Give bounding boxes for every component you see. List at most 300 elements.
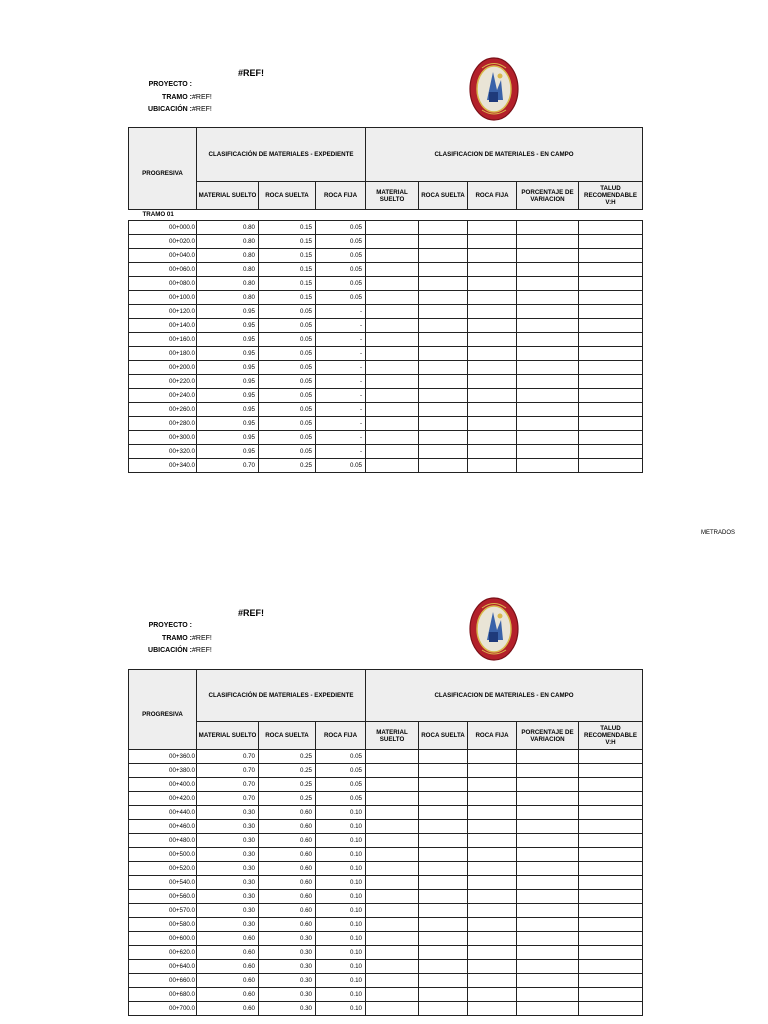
- empty-cell: [468, 249, 517, 263]
- roca-suelta-cell: 0.25: [259, 778, 316, 792]
- empty-cell: [366, 263, 419, 277]
- roca-fija-cell: 0.05: [316, 263, 366, 277]
- roca-suelta-cell: 0.15: [259, 249, 316, 263]
- empty-cell: [366, 291, 419, 305]
- progresiva-cell: 00+040.0: [129, 249, 197, 263]
- empty-cell: [517, 792, 579, 806]
- empty-cell: [517, 918, 579, 932]
- material-suelto-cell: 0.30: [197, 848, 259, 862]
- table-row: [129, 792, 643, 806]
- table-row: [129, 235, 643, 249]
- col-roca-fija: ROCA FIJA: [316, 182, 366, 210]
- empty-cell: [517, 277, 579, 291]
- material-suelto-cell: 0.60: [197, 960, 259, 974]
- ubicacion-value: #REF!: [192, 106, 212, 113]
- empty-cell: [366, 235, 419, 249]
- proyecto-label: PROYECTO :: [148, 81, 192, 88]
- empty-cell: [419, 431, 468, 445]
- empty-cell: [366, 375, 419, 389]
- table-row: [129, 347, 643, 361]
- empty-cell: [419, 946, 468, 960]
- empty-cell: [517, 333, 579, 347]
- progresiva-cell: 00+000.0: [129, 221, 197, 235]
- table-row: [129, 974, 643, 988]
- progresiva-cell: 00+060.0: [129, 263, 197, 277]
- roca-suelta-cell: 0.60: [259, 904, 316, 918]
- empty-cell: [468, 988, 517, 1002]
- empty-cell: [366, 347, 419, 361]
- roca-fija-cell: 0.10: [316, 862, 366, 876]
- material-suelto-cell: 0.95: [197, 417, 259, 431]
- empty-cell: [419, 876, 468, 890]
- progresiva-cell: 00+360.0: [129, 750, 197, 764]
- empty-cell: [468, 333, 517, 347]
- empty-cell: [579, 862, 643, 876]
- material-suelto-cell: 0.95: [197, 347, 259, 361]
- progresiva-cell: 00+440.0: [129, 806, 197, 820]
- roca-suelta-cell: 0.60: [259, 820, 316, 834]
- empty-cell: [366, 876, 419, 890]
- table-row: [129, 988, 643, 1002]
- empty-cell: [366, 890, 419, 904]
- empty-cell: [517, 263, 579, 277]
- empty-cell: [579, 946, 643, 960]
- empty-cell: [517, 459, 579, 473]
- empty-cell: [366, 417, 419, 431]
- empty-cell: [419, 904, 468, 918]
- col-roca-suelta: ROCA SUELTA: [259, 182, 316, 210]
- roca-fija-cell: -: [316, 389, 366, 403]
- university-seal-icon: [468, 56, 520, 127]
- table-row: [129, 750, 643, 764]
- table-row: [129, 778, 643, 792]
- empty-cell: [419, 1002, 468, 1016]
- empty-cell: [366, 431, 419, 445]
- empty-cell: [579, 834, 643, 848]
- table-row: [129, 1002, 643, 1016]
- empty-cell: [419, 834, 468, 848]
- progresiva-cell: 00+220.0: [129, 375, 197, 389]
- roca-fija-cell: -: [316, 375, 366, 389]
- material-suelto-cell: 0.95: [197, 305, 259, 319]
- roca-suelta-cell: 0.60: [259, 890, 316, 904]
- empty-cell: [517, 221, 579, 235]
- material-suelto-cell: 0.30: [197, 918, 259, 932]
- material-suelto-cell: 0.60: [197, 988, 259, 1002]
- roca-fija-cell: 0.10: [316, 960, 366, 974]
- roca-fija-cell: -: [316, 305, 366, 319]
- group-expediente: CLASIFICACIÓN DE MATERIALES - EXPEDIENTE: [197, 128, 366, 182]
- empty-cell: [419, 305, 468, 319]
- empty-cell: [468, 890, 517, 904]
- roca-suelta-cell: 0.05: [259, 417, 316, 431]
- roca-fija-cell: -: [316, 319, 366, 333]
- empty-cell: [419, 389, 468, 403]
- empty-cell: [579, 820, 643, 834]
- empty-cell: [579, 445, 643, 459]
- empty-cell: [468, 417, 517, 431]
- progresiva-cell: 00+240.0: [129, 389, 197, 403]
- roca-suelta-cell: 0.05: [259, 445, 316, 459]
- material-suelto-cell: 0.80: [197, 235, 259, 249]
- roca-suelta-cell: 0.05: [259, 389, 316, 403]
- empty-cell: [468, 389, 517, 403]
- empty-cell: [579, 764, 643, 778]
- roca-fija-cell: 0.10: [316, 806, 366, 820]
- roca-fija-cell: -: [316, 403, 366, 417]
- material-suelto-cell: 0.95: [197, 375, 259, 389]
- empty-cell: [517, 347, 579, 361]
- roca-suelta-cell: 0.15: [259, 263, 316, 277]
- empty-cell: [579, 319, 643, 333]
- empty-cell: [579, 235, 643, 249]
- material-suelto-cell: 0.30: [197, 820, 259, 834]
- empty-cell: [419, 820, 468, 834]
- empty-cell: [579, 1002, 643, 1016]
- roca-fija-cell: 0.05: [316, 291, 366, 305]
- roca-suelta-cell: 0.05: [259, 347, 316, 361]
- ubicacion-label: UBICACIÓN :: [148, 647, 192, 654]
- ubicacion-label: UBICACIÓN :: [148, 106, 192, 113]
- sheet-2: [0, 540, 768, 1024]
- empty-cell: [468, 277, 517, 291]
- roca-fija-cell: 0.10: [316, 834, 366, 848]
- empty-cell: [419, 445, 468, 459]
- empty-cell: [468, 361, 517, 375]
- empty-cell: [517, 235, 579, 249]
- roca-suelta-cell: 0.25: [259, 764, 316, 778]
- progresiva-cell: 00+600.0: [129, 932, 197, 946]
- table-row: [129, 221, 643, 235]
- col-campo-material-suelto: MATERIAL SUELTO: [366, 182, 419, 210]
- empty-cell: [419, 263, 468, 277]
- material-suelto-cell: 0.70: [197, 764, 259, 778]
- progresiva-cell: 00+480.0: [129, 834, 197, 848]
- empty-cell: [579, 974, 643, 988]
- empty-cell: [517, 778, 579, 792]
- empty-cell: [366, 778, 419, 792]
- roca-suelta-cell: 0.30: [259, 988, 316, 1002]
- empty-cell: [468, 960, 517, 974]
- empty-cell: [419, 417, 468, 431]
- table-row: [129, 932, 643, 946]
- empty-cell: [579, 361, 643, 375]
- empty-cell: [419, 750, 468, 764]
- empty-cell: [366, 750, 419, 764]
- tramo-value: #REF!: [192, 93, 212, 101]
- empty-cell: [579, 263, 643, 277]
- empty-cell: [419, 918, 468, 932]
- col-talud: TALUD RECOMENDABLE V:H: [579, 182, 643, 210]
- empty-cell: [366, 806, 419, 820]
- empty-cell: [366, 820, 419, 834]
- table-row: [129, 333, 643, 347]
- roca-fija-cell: 0.10: [316, 820, 366, 834]
- material-suelto-cell: 0.80: [197, 277, 259, 291]
- empty-cell: [579, 750, 643, 764]
- empty-cell: [468, 221, 517, 235]
- empty-cell: [517, 904, 579, 918]
- empty-cell: [579, 277, 643, 291]
- roca-fija-cell: -: [316, 431, 366, 445]
- empty-cell: [517, 431, 579, 445]
- progresiva-cell: 00+160.0: [129, 333, 197, 347]
- roca-fija-cell: -: [316, 417, 366, 431]
- empty-cell: [468, 778, 517, 792]
- roca-suelta-cell: 0.15: [259, 221, 316, 235]
- empty-cell: [579, 375, 643, 389]
- empty-cell: [366, 389, 419, 403]
- material-suelto-cell: 0.30: [197, 806, 259, 820]
- roca-fija-cell: 0.10: [316, 974, 366, 988]
- empty-cell: [579, 806, 643, 820]
- table-row: [129, 946, 643, 960]
- project-header: [124, 620, 212, 658]
- empty-cell: [419, 333, 468, 347]
- progresiva-cell: 00+100.0: [129, 291, 197, 305]
- materials-table: [128, 669, 643, 1016]
- roca-fija-cell: 0.05: [316, 249, 366, 263]
- material-suelto-cell: 0.30: [197, 862, 259, 876]
- roca-suelta-cell: 0.15: [259, 277, 316, 291]
- empty-cell: [366, 792, 419, 806]
- progresiva-cell: 00+400.0: [129, 778, 197, 792]
- empty-cell: [579, 792, 643, 806]
- empty-cell: [579, 918, 643, 932]
- empty-cell: [468, 918, 517, 932]
- empty-cell: [468, 403, 517, 417]
- roca-suelta-cell: 0.30: [259, 1002, 316, 1016]
- roca-fija-cell: 0.10: [316, 904, 366, 918]
- empty-cell: [366, 764, 419, 778]
- roca-fija-cell: 0.10: [316, 890, 366, 904]
- proyecto-label: PROYECTO :: [148, 622, 192, 629]
- empty-cell: [419, 806, 468, 820]
- empty-cell: [468, 932, 517, 946]
- progresiva-cell: 00+280.0: [129, 417, 197, 431]
- empty-cell: [579, 333, 643, 347]
- roca-fija-cell: -: [316, 361, 366, 375]
- empty-cell: [366, 445, 419, 459]
- empty-cell: [517, 249, 579, 263]
- empty-cell: [517, 834, 579, 848]
- empty-cell: [579, 403, 643, 417]
- empty-cell: [579, 459, 643, 473]
- roca-suelta-cell: 0.05: [259, 403, 316, 417]
- empty-cell: [468, 459, 517, 473]
- table-row: [129, 291, 643, 305]
- roca-fija-cell: 0.05: [316, 792, 366, 806]
- empty-cell: [468, 375, 517, 389]
- empty-cell: [579, 890, 643, 904]
- empty-cell: [517, 806, 579, 820]
- roca-suelta-cell: 0.15: [259, 291, 316, 305]
- col-campo-roca-suelta: ROCA SUELTA: [419, 182, 468, 210]
- material-suelto-cell: 0.95: [197, 319, 259, 333]
- empty-cell: [517, 890, 579, 904]
- roca-fija-cell: 0.10: [316, 1002, 366, 1016]
- material-suelto-cell: 0.30: [197, 876, 259, 890]
- material-suelto-cell: 0.95: [197, 431, 259, 445]
- empty-cell: [468, 834, 517, 848]
- material-suelto-cell: 0.30: [197, 890, 259, 904]
- progresiva-cell: 00+580.0: [129, 918, 197, 932]
- empty-cell: [579, 876, 643, 890]
- empty-cell: [517, 291, 579, 305]
- empty-cell: [579, 249, 643, 263]
- col-progresiva: PROGRESIVA: [129, 128, 197, 210]
- group-expediente: CLASIFICACIÓN DE MATERIALES - EXPEDIENTE: [197, 670, 366, 722]
- table-row: [129, 904, 643, 918]
- roca-suelta-cell: 0.25: [259, 459, 316, 473]
- progresiva-cell: 00+570.0: [129, 904, 197, 918]
- empty-cell: [419, 848, 468, 862]
- empty-cell: [579, 389, 643, 403]
- col-talud: TALUD RECOMENDABLE V:H: [579, 722, 643, 750]
- empty-cell: [366, 319, 419, 333]
- empty-cell: [579, 848, 643, 862]
- empty-cell: [517, 820, 579, 834]
- progresiva-cell: 00+640.0: [129, 960, 197, 974]
- roca-suelta-cell: 0.60: [259, 862, 316, 876]
- progresiva-cell: 00+620.0: [129, 946, 197, 960]
- table-row: [129, 876, 643, 890]
- university-seal-icon: [468, 596, 520, 667]
- material-suelto-cell: 0.95: [197, 403, 259, 417]
- empty-cell: [419, 778, 468, 792]
- roca-suelta-cell: 0.05: [259, 431, 316, 445]
- progresiva-cell: 00+380.0: [129, 764, 197, 778]
- roca-suelta-cell: 0.30: [259, 932, 316, 946]
- material-suelto-cell: 0.70: [197, 778, 259, 792]
- roca-suelta-cell: 0.60: [259, 848, 316, 862]
- empty-cell: [579, 305, 643, 319]
- table-row: [129, 918, 643, 932]
- empty-cell: [579, 988, 643, 1002]
- col-progresiva: PROGRESIVA: [129, 670, 197, 750]
- section-label: TRAMO 01: [142, 211, 174, 218]
- empty-cell: [419, 347, 468, 361]
- col-porcentaje: PORCENTAJE DE VARIACION: [517, 182, 579, 210]
- roca-suelta-cell: 0.25: [259, 792, 316, 806]
- empty-cell: [419, 277, 468, 291]
- empty-cell: [366, 361, 419, 375]
- progresiva-cell: 00+320.0: [129, 445, 197, 459]
- progresiva-cell: 00+120.0: [129, 305, 197, 319]
- roca-suelta-cell: 0.05: [259, 305, 316, 319]
- empty-cell: [468, 876, 517, 890]
- progresiva-cell: 00+540.0: [129, 876, 197, 890]
- table-row: [129, 249, 643, 263]
- table-row: [129, 820, 643, 834]
- empty-cell: [579, 431, 643, 445]
- empty-cell: [468, 347, 517, 361]
- empty-cell: [517, 417, 579, 431]
- roca-suelta-cell: 0.05: [259, 319, 316, 333]
- col-material-suelto: MATERIAL SUELTO: [197, 182, 259, 210]
- empty-cell: [419, 792, 468, 806]
- progresiva-cell: 00+200.0: [129, 361, 197, 375]
- material-suelto-cell: 0.80: [197, 249, 259, 263]
- material-suelto-cell: 0.70: [197, 459, 259, 473]
- empty-cell: [517, 764, 579, 778]
- section-row: [129, 210, 643, 221]
- roca-fija-cell: -: [316, 333, 366, 347]
- empty-cell: [366, 988, 419, 1002]
- table-row: [129, 848, 643, 862]
- empty-cell: [366, 403, 419, 417]
- col-material-suelto: MATERIAL SUELTO: [197, 722, 259, 750]
- empty-cell: [419, 988, 468, 1002]
- empty-cell: [517, 750, 579, 764]
- empty-cell: [366, 862, 419, 876]
- project-header: [124, 79, 212, 117]
- table-row: [129, 431, 643, 445]
- empty-cell: [419, 862, 468, 876]
- progresiva-cell: 00+300.0: [129, 431, 197, 445]
- col-campo-material-suelto: MATERIAL SUELTO: [366, 722, 419, 750]
- empty-cell: [366, 277, 419, 291]
- table-row: [129, 389, 643, 403]
- table-row: [129, 890, 643, 904]
- col-campo-roca-suelta: ROCA SUELTA: [419, 722, 468, 750]
- empty-cell: [366, 848, 419, 862]
- progresiva-cell: 00+140.0: [129, 319, 197, 333]
- roca-fija-cell: 0.10: [316, 988, 366, 1002]
- empty-cell: [419, 249, 468, 263]
- table-row: [129, 445, 643, 459]
- empty-cell: [366, 221, 419, 235]
- progresiva-cell: 00+180.0: [129, 347, 197, 361]
- empty-cell: [468, 431, 517, 445]
- progresiva-cell: 00+700.0: [129, 1002, 197, 1016]
- progresiva-cell: 00+460.0: [129, 820, 197, 834]
- table-row: [129, 305, 643, 319]
- empty-cell: [468, 235, 517, 249]
- roca-fija-cell: 0.10: [316, 946, 366, 960]
- progresiva-cell: 00+420.0: [129, 792, 197, 806]
- empty-cell: [366, 459, 419, 473]
- material-suelto-cell: 0.95: [197, 389, 259, 403]
- empty-cell: [468, 974, 517, 988]
- empty-cell: [366, 932, 419, 946]
- table-row: [129, 361, 643, 375]
- empty-cell: [517, 361, 579, 375]
- empty-cell: [468, 904, 517, 918]
- roca-suelta-cell: 0.60: [259, 876, 316, 890]
- material-suelto-cell: 0.70: [197, 750, 259, 764]
- material-suelto-cell: 0.95: [197, 445, 259, 459]
- material-suelto-cell: 0.60: [197, 974, 259, 988]
- footer-label: METRADOS: [701, 530, 736, 536]
- progresiva-cell: 00+520.0: [129, 862, 197, 876]
- roca-fija-cell: -: [316, 445, 366, 459]
- materials-table: [128, 127, 643, 473]
- empty-cell: [517, 862, 579, 876]
- empty-cell: [579, 960, 643, 974]
- empty-cell: [419, 221, 468, 235]
- material-suelto-cell: 0.95: [197, 361, 259, 375]
- empty-cell: [366, 974, 419, 988]
- empty-cell: [468, 862, 517, 876]
- progresiva-cell: 00+340.0: [129, 459, 197, 473]
- empty-cell: [419, 403, 468, 417]
- roca-fija-cell: 0.10: [316, 918, 366, 932]
- material-suelto-cell: 0.80: [197, 221, 259, 235]
- table-row: [129, 764, 643, 778]
- title-ref: #REF!: [238, 608, 265, 618]
- material-suelto-cell: 0.60: [197, 1002, 259, 1016]
